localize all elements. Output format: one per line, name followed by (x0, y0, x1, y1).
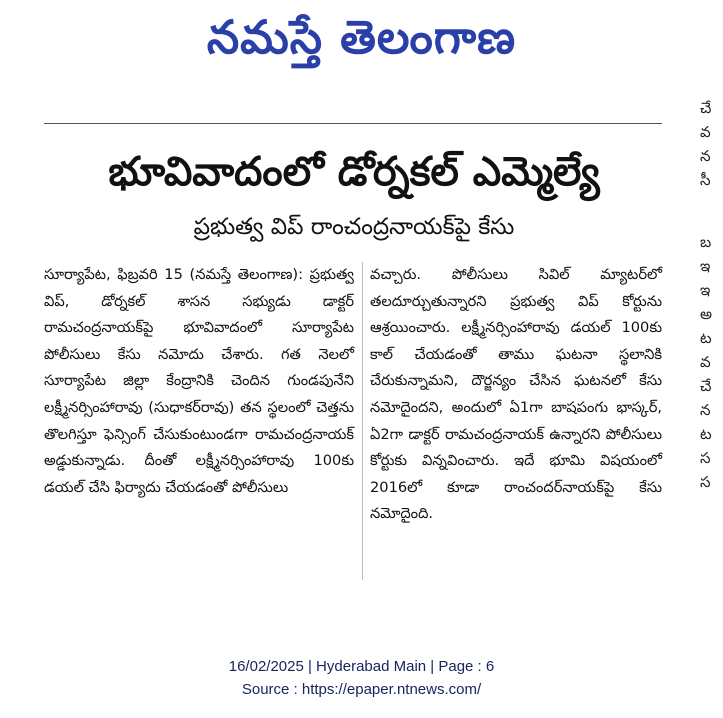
side-strip-glyph: చే (700, 99, 712, 117)
side-strip-glyph: సీ (700, 171, 711, 189)
side-strip-glyph: స (700, 473, 711, 491)
side-strip-glyph: చే (700, 377, 712, 395)
side-strip-glyph: ట (700, 425, 712, 443)
side-strip-glyph: బ (700, 233, 712, 251)
article-column-left: సూర్యాపేట, ఫిబ్రవరి 15 (నమస్తే తెలంగాణ): ప్రభుత్వ విప్, డోర్నకల్ శాసన సభ్యుడు డాక్టర్ రామచంద్రనాయక్‌పై భూవివాదంలో సూర్యాపేట పోలీసులు కేసు నమోదు చేశారు. గత నెలలో సూర్యాపేట జిల్లా కేంద్రానికి చెందిన గుండపునేని లక్ష్మీనర్సింహారావు (సుధాకర్‌రావు) తన స్థలంలో చెత్తను తొలగిస్తూ ఫెన్సింగ్ చేసుకుంటుండగా రామచంద్రనాయక్ అడ్డుకున్నాడు. దీంతో లక్ష్మీనర్సింహారావు 100కు డయల్ చేసి ఫిర్యాదు చేయడంతో పోలీసులు (44, 266, 354, 496)
header-divider (44, 123, 662, 124)
side-strip-glyph: స (700, 449, 711, 467)
article-column-right: వచ్చారు. పోలీసులు సివిల్ మ్యాటర్‌లో తలదూర్చుతున్నారని ప్రభుత్వ విప్ కోర్టును ఆశ్రయించారు. లక్ష్మీనర్సింహారావు డయల్ 100కు కాల్ చేయడంతో తాము ఘటనా స్థలానికి చేరుకున్నామని, దౌర్జన్యం చేసిన ఘటనలో కేసు నమోదైందని, అందులో ఏ1గా బాషపంగు భాస్కర్, ఏ2గా డాక్టర్ రామచంద్రనాయక్ ఉన్నారని పోలీసులు కోర్టుకు విన్నవించారు. ఇదే భూమి విషయంలో 2016లో కూడా రాంచందర్‌నాయక్‌పై కేసు నమోదైంది. (370, 266, 662, 523)
side-strip-glyph: వ (700, 123, 711, 141)
side-strip-glyph: న (700, 401, 711, 419)
side-strip-glyph: అ (700, 305, 713, 323)
source-link[interactable]: Source : https://epaper.ntnews.com/ (241, 681, 482, 698)
side-strip-glyph: వ (700, 353, 711, 371)
edition-info: 16/02/2025 | Hyderabad Main | Page : 6 (228, 658, 495, 675)
article-headline: భూవివాదంలో డోర్నకల్ ఎమ్మెల్యే (108, 149, 600, 195)
adjacent-article-strip (700, 96, 723, 616)
side-strip-gap (700, 192, 723, 230)
side-strip-glyph: ఇ (700, 281, 711, 299)
newspaper-masthead: నమస్తే తెలంగాణ (206, 10, 517, 64)
column-divider (362, 262, 363, 580)
side-strip-glyph: ట (700, 329, 712, 347)
article-subheadline: ప్రభుత్వ విప్ రాంచంద్రనాయక్‌పై కేసు (193, 214, 515, 240)
side-strip-glyph: న (700, 147, 711, 165)
side-strip-glyph: ఇ (700, 257, 711, 275)
